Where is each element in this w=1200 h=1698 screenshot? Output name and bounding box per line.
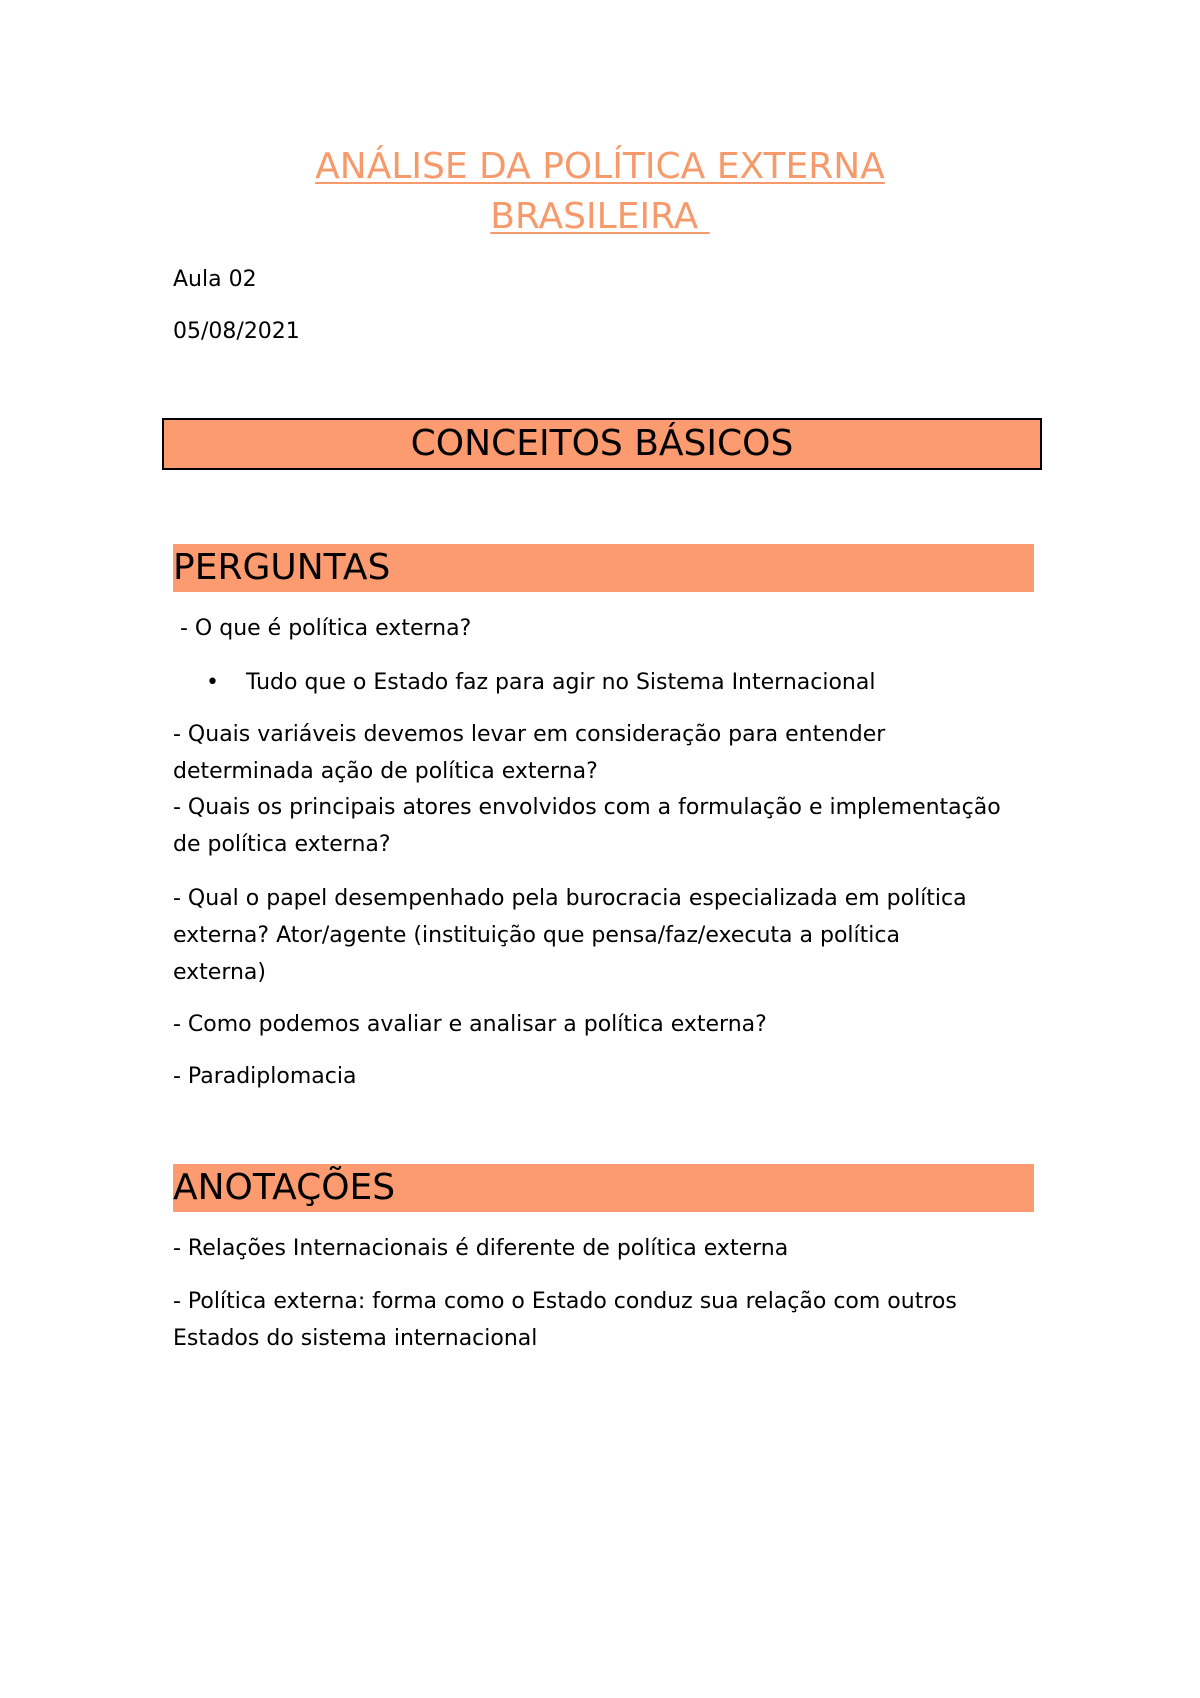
question-5: - Como podemos avaliar e analisar a política externa?: [173, 1012, 767, 1037]
lesson-number: Aula 02: [173, 267, 257, 292]
title-line-1: ANÁLISE DA POLÍTICA EXTERNA: [315, 146, 885, 187]
question-6: - Paradiplomacia: [173, 1064, 357, 1089]
title-line-2: BRASILEIRA: [490, 196, 710, 237]
bullet-dot: •: [206, 670, 219, 695]
document-title: [160, 142, 1040, 242]
notes-heading: ANOTAÇÕES: [173, 1164, 1034, 1212]
note-1: - Relações Internacionais é diferente de política externa: [173, 1236, 789, 1261]
question-3-line-1: - Quais os principais atores envolvidos com a formulação e implementação: [173, 795, 1001, 820]
note-2-line-1: - Política externa: forma como o Estado conduz sua relação com outros: [173, 1289, 957, 1314]
question-2-line-1: - Quais variáveis devemos levar em consideração para entender: [173, 722, 886, 747]
question-4-line-3: externa): [173, 960, 266, 985]
question-2-line-2: determinada ação de política externa?: [173, 759, 598, 784]
lesson-date: 05/08/2021: [173, 319, 300, 344]
question-1: - O que é política externa?: [173, 616, 472, 641]
answer-1: Tudo que o Estado faz para agir no Sistema Internacional: [246, 670, 876, 695]
question-3-line-2: de política externa?: [173, 832, 391, 857]
note-2-line-2: Estados do sistema internacional: [173, 1326, 538, 1351]
concepts-heading: CONCEITOS BÁSICOS: [162, 418, 1042, 470]
question-4-line-1: - Qual o papel desempenhado pela burocracia especializada em política: [173, 886, 967, 911]
question-4-line-2: externa? Ator/agente (instituição que pensa/faz/executa a política: [173, 923, 900, 948]
questions-heading: PERGUNTAS: [173, 544, 1034, 592]
